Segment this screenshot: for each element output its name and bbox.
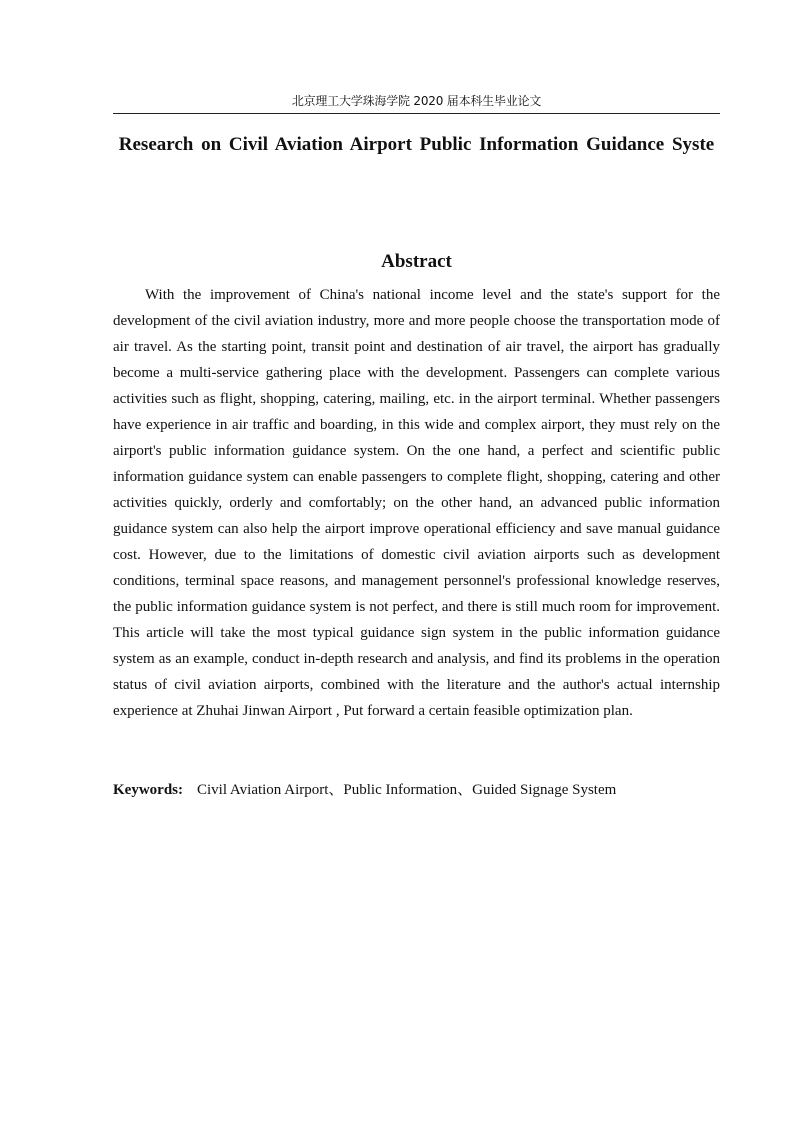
abstract-heading: Abstract [381, 251, 452, 272]
header-rule [113, 113, 720, 114]
abstract-body: With the improvement of China's national income level and the state's support for the development of the civil aviation industry, more and more people choose the transportation mode of air travel. As the starting point, transit point and destination of air travel, the airport has gradually become a multi-service gathering place with the development. Passengers can complete various activities such as flight, shopping, catering, mailing, etc. in the airport terminal. Whether passengers have experience in air traffic and boarding, in this wide and complex airport, they must rely on the airport's public information guidance system. On the one hand, a perfect and scientific public information guidance system can enable passengers to complete flight, shopping, catering and other activities quickly, orderly and comfortably; on the other hand, an advanced public information guidance system can also help the airport improve operational efficiency and save manual guidance cost. However, due to the limitations of domestic civil aviation airports such as development conditions, terminal space reasons, and management personnel's professional knowledge reserves, the public information guidance system is not perfect, and there is still much room for improvement. This article will take the most typical guidance sign system in the public information guidance system as an example, conduct in-depth research and analysis, and find its problems in the operation status of civil aviation airports, combined with the literature and the author's actual internship experience at Zhuhai Jinwan Airport , Put forward a certain feasible optimization plan. [113, 287, 720, 719]
paper-title: Research on Civil Aviation Airport Public Information Guidance Syste [118, 134, 715, 155]
keywords-value: Civil Aviation Airport、Public Information、Guided Signage System [197, 782, 617, 798]
keywords-label: Keywords: [113, 782, 183, 798]
keywords-line [113, 777, 720, 803]
running-header: 北京理工大学珠海学院 2020 届本科生毕业论文 [291, 94, 542, 108]
